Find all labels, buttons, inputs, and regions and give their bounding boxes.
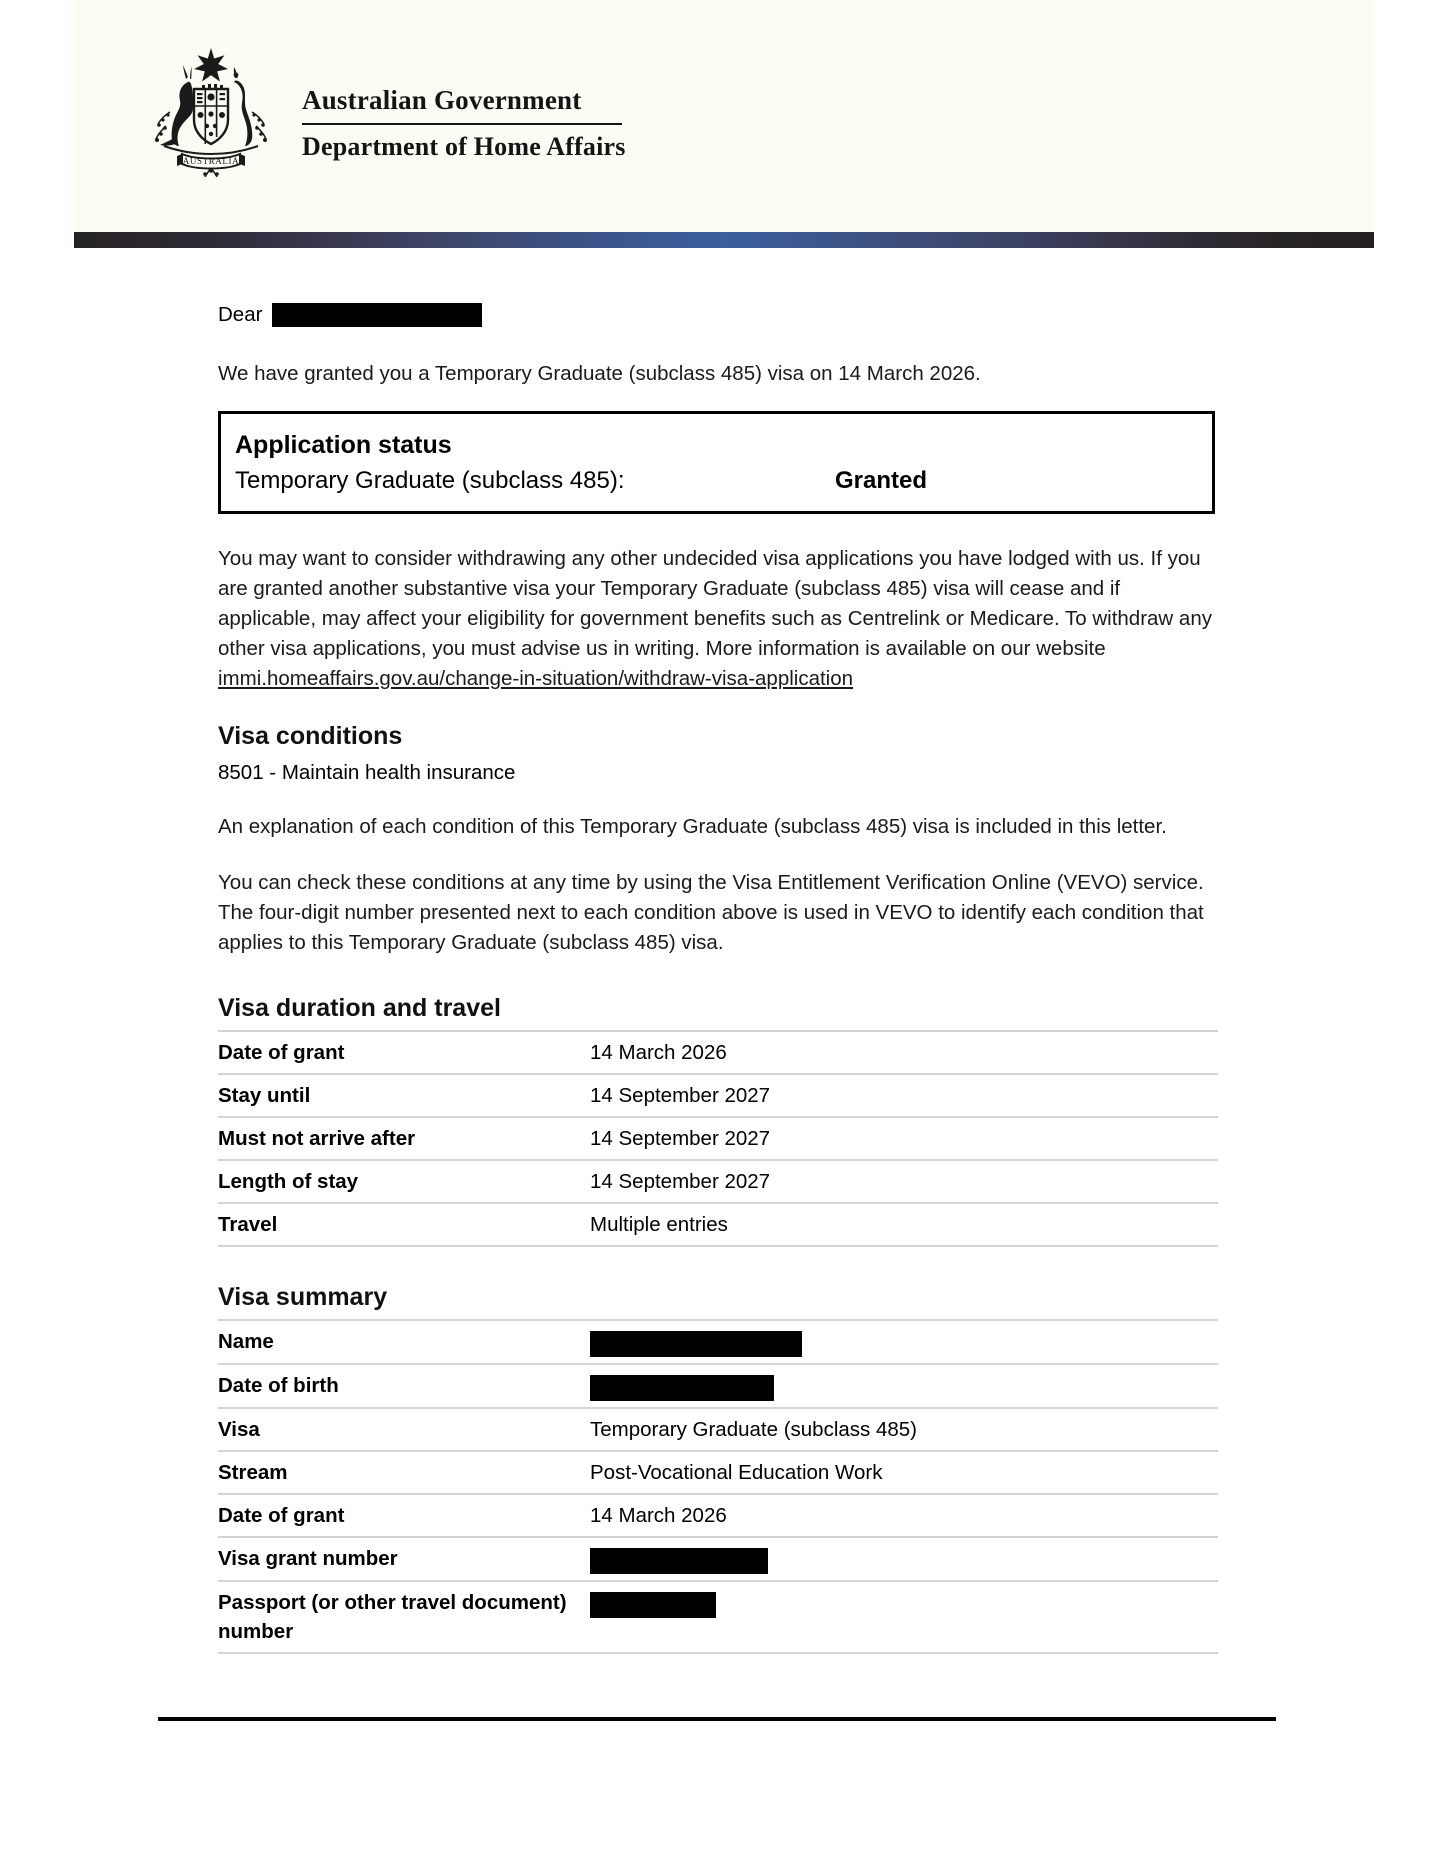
conditions-explanation-paragraph: An explanation of each condition of this Temporary Graduate (subclass 485) visa is included in this letter. xyxy=(218,815,1167,838)
application-status-title: Application status xyxy=(235,431,452,459)
letter-body xyxy=(218,300,1218,1654)
salutation-line xyxy=(218,300,1218,330)
row-label: Visa xyxy=(218,1418,260,1442)
row-value: 14 September 2027 xyxy=(590,1127,771,1150)
australian-coat-of-arms-icon xyxy=(136,42,286,177)
row-value: 14 March 2026 xyxy=(590,1041,727,1064)
table-row xyxy=(218,1203,1218,1246)
table-row xyxy=(218,1364,1218,1408)
table-row xyxy=(218,1074,1218,1117)
wordmark-divider xyxy=(302,123,622,125)
letterhead-band xyxy=(74,0,1374,232)
application-status-visa-label: Temporary Graduate (subclass 485): xyxy=(235,467,625,494)
row-value: 14 September 2027 xyxy=(590,1170,771,1193)
row-value: 14 September 2027 xyxy=(590,1084,771,1107)
row-label: Date of grant xyxy=(218,1041,345,1064)
visa-duration-and-travel-heading: Visa duration and travel xyxy=(218,994,501,1022)
row-label: Travel xyxy=(218,1213,278,1236)
row-label: Stream xyxy=(218,1461,288,1485)
redacted-recipient-name xyxy=(272,303,482,327)
table-row xyxy=(218,1451,1218,1494)
table-row xyxy=(218,1320,1218,1364)
row-label: Name xyxy=(218,1330,274,1353)
table-row xyxy=(218,1408,1218,1451)
row-value: Post-Vocational Education Work xyxy=(590,1461,883,1485)
withdraw-information-paragraph xyxy=(218,544,1218,694)
table-row xyxy=(218,1160,1218,1203)
table-row xyxy=(218,1031,1218,1074)
visa-summary-heading: Visa summary xyxy=(218,1283,388,1311)
application-status-value: Granted xyxy=(835,467,928,494)
application-status-row xyxy=(221,464,1212,498)
application-status-box xyxy=(218,411,1215,514)
visa-conditions-heading: Visa conditions xyxy=(218,722,403,750)
row-label: Date of grant xyxy=(218,1504,345,1528)
vevo-paragraph: You can check these conditions at any time by using the Visa Entitlement Verification Online (VEVO) service. The four-digit number presented next to each condition above is used in VEVO to identify each condition that applies to this Temporary Graduate (subclass 485) visa. xyxy=(218,871,1204,954)
row-value: Multiple entries xyxy=(590,1213,728,1236)
table-row xyxy=(218,1537,1218,1581)
visa-summary-table xyxy=(218,1319,1218,1654)
row-label: Date of birth xyxy=(218,1374,339,1398)
redacted-passport-number-value xyxy=(590,1592,716,1618)
table-row xyxy=(218,1494,1218,1537)
row-label: Passport (or other travel document) number xyxy=(218,1591,567,1644)
visa-condition-item: 8501 - Maintain health insurance xyxy=(218,761,516,784)
withdraw-visa-application-link[interactable]: immi.homeaffairs.gov.au/change-in-situation/withdraw-visa-application xyxy=(218,667,854,690)
withdraw-paragraph-text: You may want to consider withdrawing any other undecided visa applications you have lodged with us. If you are granted another substantive visa your Temporary Graduate (subclass 485) visa will cease and if applicable, may affect your eligibility for government benefits such as Centrelink or Medicare. To withdraw any other visa applications, you must advise us in writing. More information is available on our website xyxy=(218,547,1212,660)
row-value: 14 March 2026 xyxy=(590,1504,727,1528)
row-label: Must not arrive after xyxy=(218,1127,416,1150)
table-row xyxy=(218,1581,1218,1653)
row-value xyxy=(590,1364,1218,1408)
redacted-visa-grant-number-value xyxy=(590,1548,768,1574)
row-value xyxy=(590,1320,1218,1364)
row-value xyxy=(590,1537,1218,1581)
footer-divider xyxy=(158,1717,1276,1721)
australian-government-text: Australian Government xyxy=(302,85,582,115)
row-label: Length of stay xyxy=(218,1170,359,1193)
svg-text:AUSTRALIA: AUSTRALIA xyxy=(182,156,240,166)
visa-duration-table xyxy=(218,1030,1218,1247)
header-gradient-bar xyxy=(74,232,1374,248)
redacted-name-value xyxy=(590,1331,802,1357)
department-of-home-affairs-text: Department of Home Affairs xyxy=(302,132,626,162)
redacted-date-of-birth-value xyxy=(590,1375,774,1401)
table-row xyxy=(218,1117,1218,1160)
row-value xyxy=(590,1581,1218,1653)
row-label: Stay until xyxy=(218,1084,311,1107)
salutation-text: Dear xyxy=(218,303,263,326)
government-wordmark xyxy=(302,86,662,161)
row-label: Visa grant number xyxy=(218,1547,398,1571)
grant-intro-paragraph: We have granted you a Temporary Graduate (subclass 485) visa on 14 March 2026. xyxy=(218,362,981,385)
row-value: Temporary Graduate (subclass 485) xyxy=(590,1418,918,1442)
